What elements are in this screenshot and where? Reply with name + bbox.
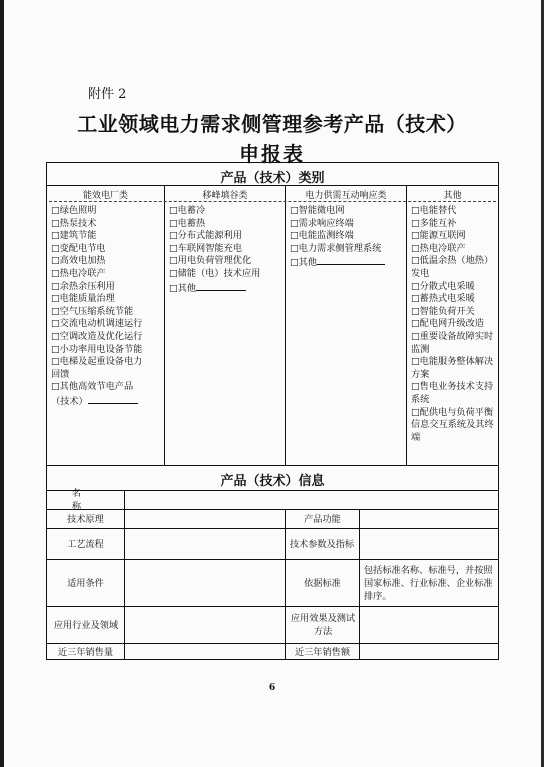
divider — [285, 185, 286, 465]
checkbox-item[interactable]: □热电冷联产 — [411, 242, 466, 254]
applicable-conditions-label: 适用条件 — [67, 577, 104, 589]
basis-standard-label: 依据标准 — [304, 577, 341, 589]
product-function-label: 产品功能 — [304, 513, 341, 525]
checkbox-item[interactable]: □热电冷联产 — [51, 267, 106, 279]
technical-principle-field[interactable] — [125, 510, 285, 528]
category-list-other — [411, 205, 497, 444]
checkbox-item[interactable]: □能源互联网 — [411, 230, 466, 242]
divider — [406, 185, 407, 465]
application-industry-field[interactable] — [125, 607, 285, 643]
name-label: 名 称 — [71, 488, 127, 512]
checkbox-item[interactable]: □电力需求侧管理系统 — [290, 242, 382, 254]
divider — [49, 201, 496, 202]
checkbox-item[interactable]: □电蓄冷 — [169, 205, 206, 216]
checkbox-item[interactable]: □余热余压利用 — [51, 280, 115, 292]
checkbox-item[interactable]: □智能负荷开关 — [411, 305, 475, 317]
divider — [47, 185, 498, 186]
category-column-header: 电力供需互动响应类 — [305, 191, 387, 201]
category-list-energy-efficiency — [51, 205, 163, 409]
technical-parameters-label: 技术参数及指标 — [289, 538, 355, 550]
checkbox-item[interactable]: □电梯及起重设备电力 — [51, 356, 143, 368]
fill-in-blank[interactable] — [196, 281, 246, 291]
checkbox-item[interactable]: □小功率用电设备节能 — [51, 343, 143, 355]
technical-principle-label: 技术原理 — [67, 513, 104, 525]
checkbox-item[interactable]: □多能互补 — [411, 217, 457, 229]
document-subtitle: 申报表 — [239, 142, 305, 166]
checkbox-item[interactable]: □建筑节能 — [51, 230, 97, 242]
checkbox-item[interactable]: □分散式电采暖 — [411, 280, 475, 292]
technical-parameters-field[interactable] — [360, 529, 498, 559]
checkbox-item[interactable]: □空调改造及优化运行 — [51, 330, 143, 342]
checkbox-item[interactable]: □储能（电）技术应用 — [169, 267, 261, 279]
checkbox-item[interactable]: □其他高效节电产品 — [51, 381, 134, 393]
checkbox-item[interactable]: □配电网升级改造 — [411, 318, 484, 330]
fill-in-blank[interactable] — [317, 255, 385, 265]
process-flow-field[interactable] — [125, 529, 285, 559]
sales-amount-field[interactable] — [360, 644, 498, 660]
checkbox-item[interactable]: □电蓄热 — [169, 217, 206, 229]
divider — [164, 185, 165, 465]
checkbox-item[interactable]: □分布式能源利用 — [169, 230, 242, 242]
page-number: 6 — [268, 683, 276, 693]
checkbox-item[interactable]: □智能微电网 — [290, 205, 345, 216]
checkbox-item-continuation: 回馈 — [51, 368, 70, 380]
document-title: 工业领域电力需求侧管理参考产品（技术） — [77, 112, 467, 136]
application-effect-field[interactable] — [360, 607, 498, 643]
checkbox-item[interactable]: □需求响应终端 — [290, 217, 354, 229]
application-form-table — [46, 162, 499, 660]
checkbox-item[interactable]: □蓄热式电采暖 — [411, 293, 475, 305]
checkbox-item[interactable]: □电能服务整体解决方案 — [411, 356, 494, 380]
category-list-peak-shifting — [169, 205, 284, 295]
name-field[interactable] — [125, 491, 498, 509]
category-section-heading: 产品（技术）类别 — [220, 171, 325, 186]
checkbox-item[interactable]: □售电业务技术支持系统 — [411, 381, 494, 405]
annex-label: 附件 2 — [88, 87, 127, 102]
checkbox-item[interactable]: □车联网智能充电 — [169, 242, 242, 254]
category-list-demand-response — [290, 205, 405, 270]
checkbox-item[interactable]: □其他 — [290, 255, 405, 270]
sales-volume-field[interactable] — [125, 644, 285, 660]
checkbox-item[interactable]: □交流电动机调速运行 — [51, 318, 143, 330]
category-column-header: 其他 — [443, 191, 462, 201]
checkbox-item[interactable]: □电能替代 — [411, 205, 457, 216]
application-effect-label: 应用效果及测试方法 — [290, 613, 356, 637]
checkbox-item[interactable]: □配供电与负荷平衡信息交互系统及其终端 — [411, 406, 494, 443]
divider — [47, 465, 498, 466]
category-column-header: 能效电厂类 — [82, 191, 128, 201]
checkbox-item[interactable]: □电能质量治理 — [51, 293, 115, 305]
checkbox-item[interactable]: □空气压缩系统节能 — [51, 305, 134, 317]
checkbox-item[interactable]: □其他 — [169, 281, 284, 296]
checkbox-item[interactable]: □绿色照明 — [51, 205, 97, 216]
basis-standard-field[interactable]: 包括标准名称、标准号，并按照国家标准、行业标准、企业标准排序。 — [364, 564, 493, 602]
category-column-header: 移峰填谷类 — [202, 191, 248, 201]
applicable-conditions-field[interactable] — [125, 560, 285, 606]
checkbox-item[interactable]: □低温余热（地热）发电 — [411, 255, 494, 279]
checkbox-item[interactable]: □用电负荷管理优化 — [169, 255, 252, 267]
checkbox-item-continuation: （技术） — [51, 394, 163, 409]
info-section-heading: 产品（技术）信息 — [220, 474, 325, 489]
checkbox-item[interactable]: □热泵技术 — [51, 217, 97, 229]
fill-in-blank[interactable] — [88, 394, 138, 404]
checkbox-item[interactable]: □高效电加热 — [51, 255, 106, 267]
sales-amount-label: 近三年销售额 — [294, 646, 351, 658]
sales-volume-label: 近三年销售量 — [57, 646, 114, 658]
product-function-field[interactable] — [360, 510, 498, 528]
process-flow-label: 工艺流程 — [67, 538, 104, 550]
checkbox-item[interactable]: □电能监测终端 — [290, 230, 354, 242]
checkbox-item[interactable]: □重要设备故障实时监测 — [411, 330, 494, 355]
application-industry-label: 应用行业及领域 — [53, 619, 119, 631]
checkbox-item[interactable]: □变配电节电 — [51, 242, 106, 254]
